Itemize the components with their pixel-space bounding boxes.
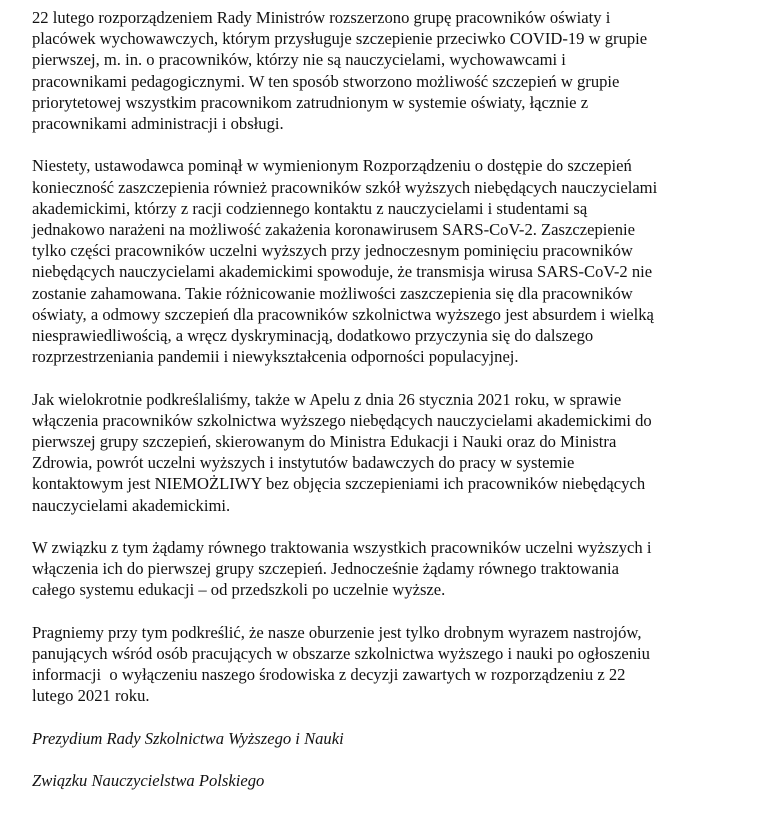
text-line: priorytetowej wszystkim pracownikom zatrudnionym w systemie oświaty, łącznie z — [32, 92, 589, 112]
paragraph-5 — [32, 622, 732, 707]
text-line: rozprzestrzeniania pandemii i niewykształcenia odporności populacyjnej. — [32, 347, 519, 367]
text-line: nauczycielami akademickimi. — [32, 495, 231, 515]
text-line: oświaty, a odmowy szczepień dla pracowników szkolnictwa wyższego jest absurdem i wielką — [32, 304, 654, 324]
text-line: akademickimi, którzy z racji codziennego kontaktu z nauczycielami i studentami są — [32, 198, 588, 218]
text-line: placówek wychowawczych, którym przysługuje szczepienie przeciwko COVID-19 w grupie — [32, 29, 648, 49]
document-page — [32, 7, 732, 813]
text-line: pracownikami administracji i obsługi. — [32, 114, 284, 134]
signature-presidium: Prezydium Rady Szkolnictwa Wyższego i Nauki — [32, 728, 344, 748]
text-line: Jak wielokrotnie podkreślaliśmy, także w Apelu z dnia 26 stycznia 2021 roku, w sprawie — [32, 389, 622, 409]
text-line: niebędących nauczycielami akademickimi spowoduje, że transmisja wirusa SARS-CoV-2 nie — [32, 262, 653, 282]
text-line: Pragniemy przy tym podkreślić, że nasze oburzenie jest tylko drobnym wyrazem nastrojów, — [32, 622, 642, 642]
text-line: włączenia ich do pierwszej grupy szczepień. Jednocześnie żądamy równego traktowania — [32, 559, 619, 579]
signature-union: Związku Nauczycielstwa Polskiego — [32, 771, 265, 791]
text-line: pierwszej grupy szczepień, skierowanym do Ministra Edukacji i Nauki oraz do Ministra — [32, 432, 617, 452]
text-line: włączenia pracowników szkolnictwa wyższego niebędących nauczycielami akademickimi do — [32, 410, 652, 430]
text-line: pracownikami pedagogicznymi. W ten sposób stworzono możliwość szczepień w grupie — [32, 71, 620, 91]
text-line: Zdrowia, powrót uczelni wyższych i instytutów badawczych do pracy w systemie — [32, 453, 575, 473]
text-line: lutego 2021 roku. — [32, 686, 150, 706]
paragraph-4 — [32, 537, 732, 601]
text-line: W związku z tym żądamy równego traktowania wszystkich pracowników uczelni wyższych i — [32, 538, 652, 558]
text-line: panujących wśród osób pracujących w obszarze szkolnictwa wyższego i nauki po ogłoszeniu — [32, 644, 650, 664]
text-line: konieczność zaszczepienia również pracowników szkół wyższych niebędących nauczycielami — [32, 177, 658, 197]
text-line: całego systemu edukacji – od przedszkoli po uczelnie wyższe. — [32, 580, 446, 600]
text-line: 22 lutego rozporządzeniem Rady Ministrów rozszerzono grupę pracowników oświaty i — [32, 8, 611, 27]
text-line: jednakowo narażeni na możliwość zakażenia koronawirusem SARS-CoV-2. Zaszczepienie — [32, 220, 636, 240]
text-line: zostanie zahamowana. Takie różnicowanie możliwości zaszczepienia się dla pracowników — [32, 283, 633, 303]
text-line: Niestety, ustawodawca pominął w wymienionym Rozporządzeniu o dostępie do szczepień — [32, 156, 632, 176]
paragraph-3 — [32, 389, 732, 516]
text-line: tylko części pracowników uczelni wyższych przy jednoczesnym pominięciu pracowników — [32, 241, 633, 261]
text-line: kontaktowym jest NIEMOŻLIWY bez objęcia szczepieniami ich pracowników niebędących — [32, 474, 646, 494]
paragraph-2 — [32, 155, 732, 367]
text-line: pierwszej, m. in. o pracowników, którzy nie są nauczycielami, wychowawcami i — [32, 50, 566, 70]
text-line: informacji o wyłączeniu naszego środowiska z decyzji zawartych w rozporządzeniu z 22 — [32, 665, 626, 685]
paragraph-1 — [32, 7, 732, 134]
text-line: niesprawiedliwością, a wręcz dyskryminacją, dodatkowo przyczynia się do dalszego — [32, 326, 594, 346]
